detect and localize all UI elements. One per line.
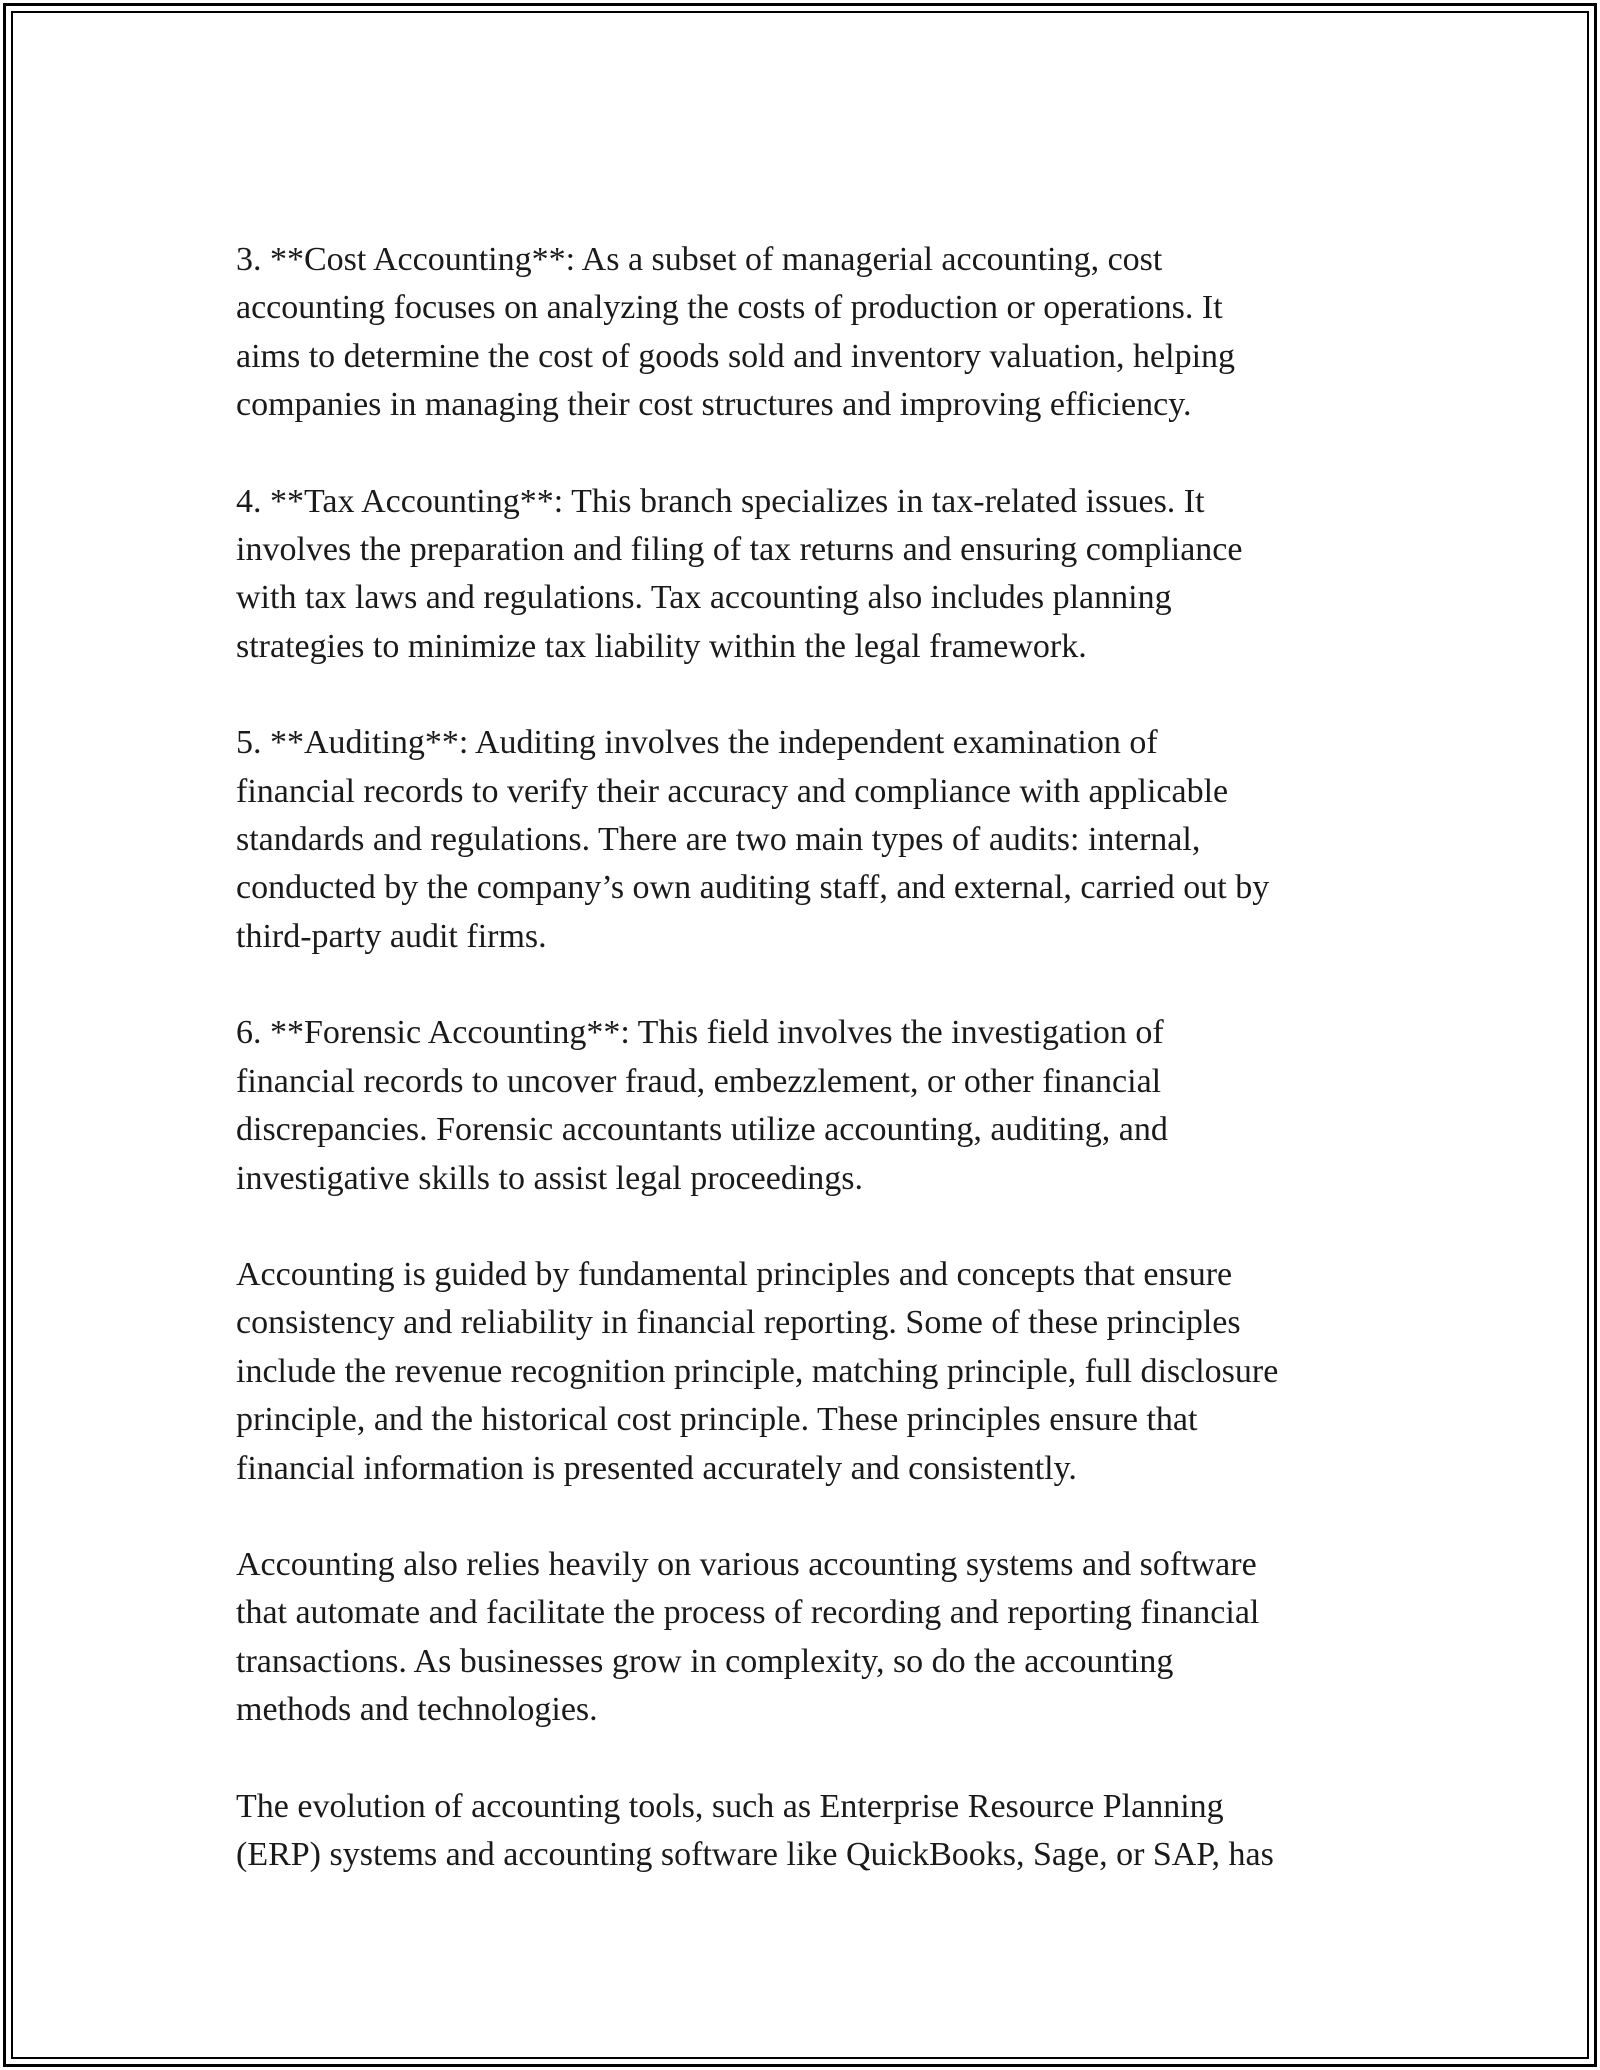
paragraph-cost-accounting: 3. **Cost Accounting**: As a subset of managerial accounting, cost accounting focuses on analyzing the costs of production or operations. It aims to determine the cost of goods sold and inventory valuation, helping companies in managing their cost structures and improving efficiency. <box>236 241 1236 424</box>
paragraph-forensic-accounting: 6. **Forensic Accounting**: This field involves the investigation of financial records to uncover fraud, embezzlement, or other financial discrepancies. Forensic accountants utilize accounting, auditing, and investigative skills to assist legal proceedings. <box>236 1014 1168 1197</box>
paragraph-auditing: 5. **Auditing**: Auditing involves the independent examination of financial records to verify their accuracy and compliance with applicable standards and regulations. There are two main types of audits: internal, conducted by the company’s own auditing staff, and external, carried out by third-party audit firms. <box>236 724 1270 955</box>
page-content <box>236 236 1396 1879</box>
paragraph-evolution-tools: The evolution of accounting tools, such as Enterprise Resource Planning (ERP) systems and accounting software like QuickBooks, Sage, or SAP, has <box>236 1787 1274 1873</box>
paragraph-principles: Accounting is guided by fundamental principles and concepts that ensure consistency and reliability in financial reporting. Some of these principles include the revenue recognition principle, matching principle, full disclosure principle, and the historical cost principle. These principles ensure that financial information is presented accurately and consistently. <box>236 1255 1279 1487</box>
paragraph-systems-software: Accounting also relies heavily on various accounting systems and software that automate and facilitate the process of recording and reporting financial transactions. As businesses grow in complexity, so do the accounting methods and technologies. <box>236 1545 1260 1729</box>
paragraph-tax-accounting: 4. **Tax Accounting**: This branch specializes in tax-related issues. It involves the preparation and filing of tax returns and ensuring compliance with tax laws and regulations. Tax accounting also includes planning strategies to minimize tax liability within the legal framework. <box>236 482 1243 665</box>
